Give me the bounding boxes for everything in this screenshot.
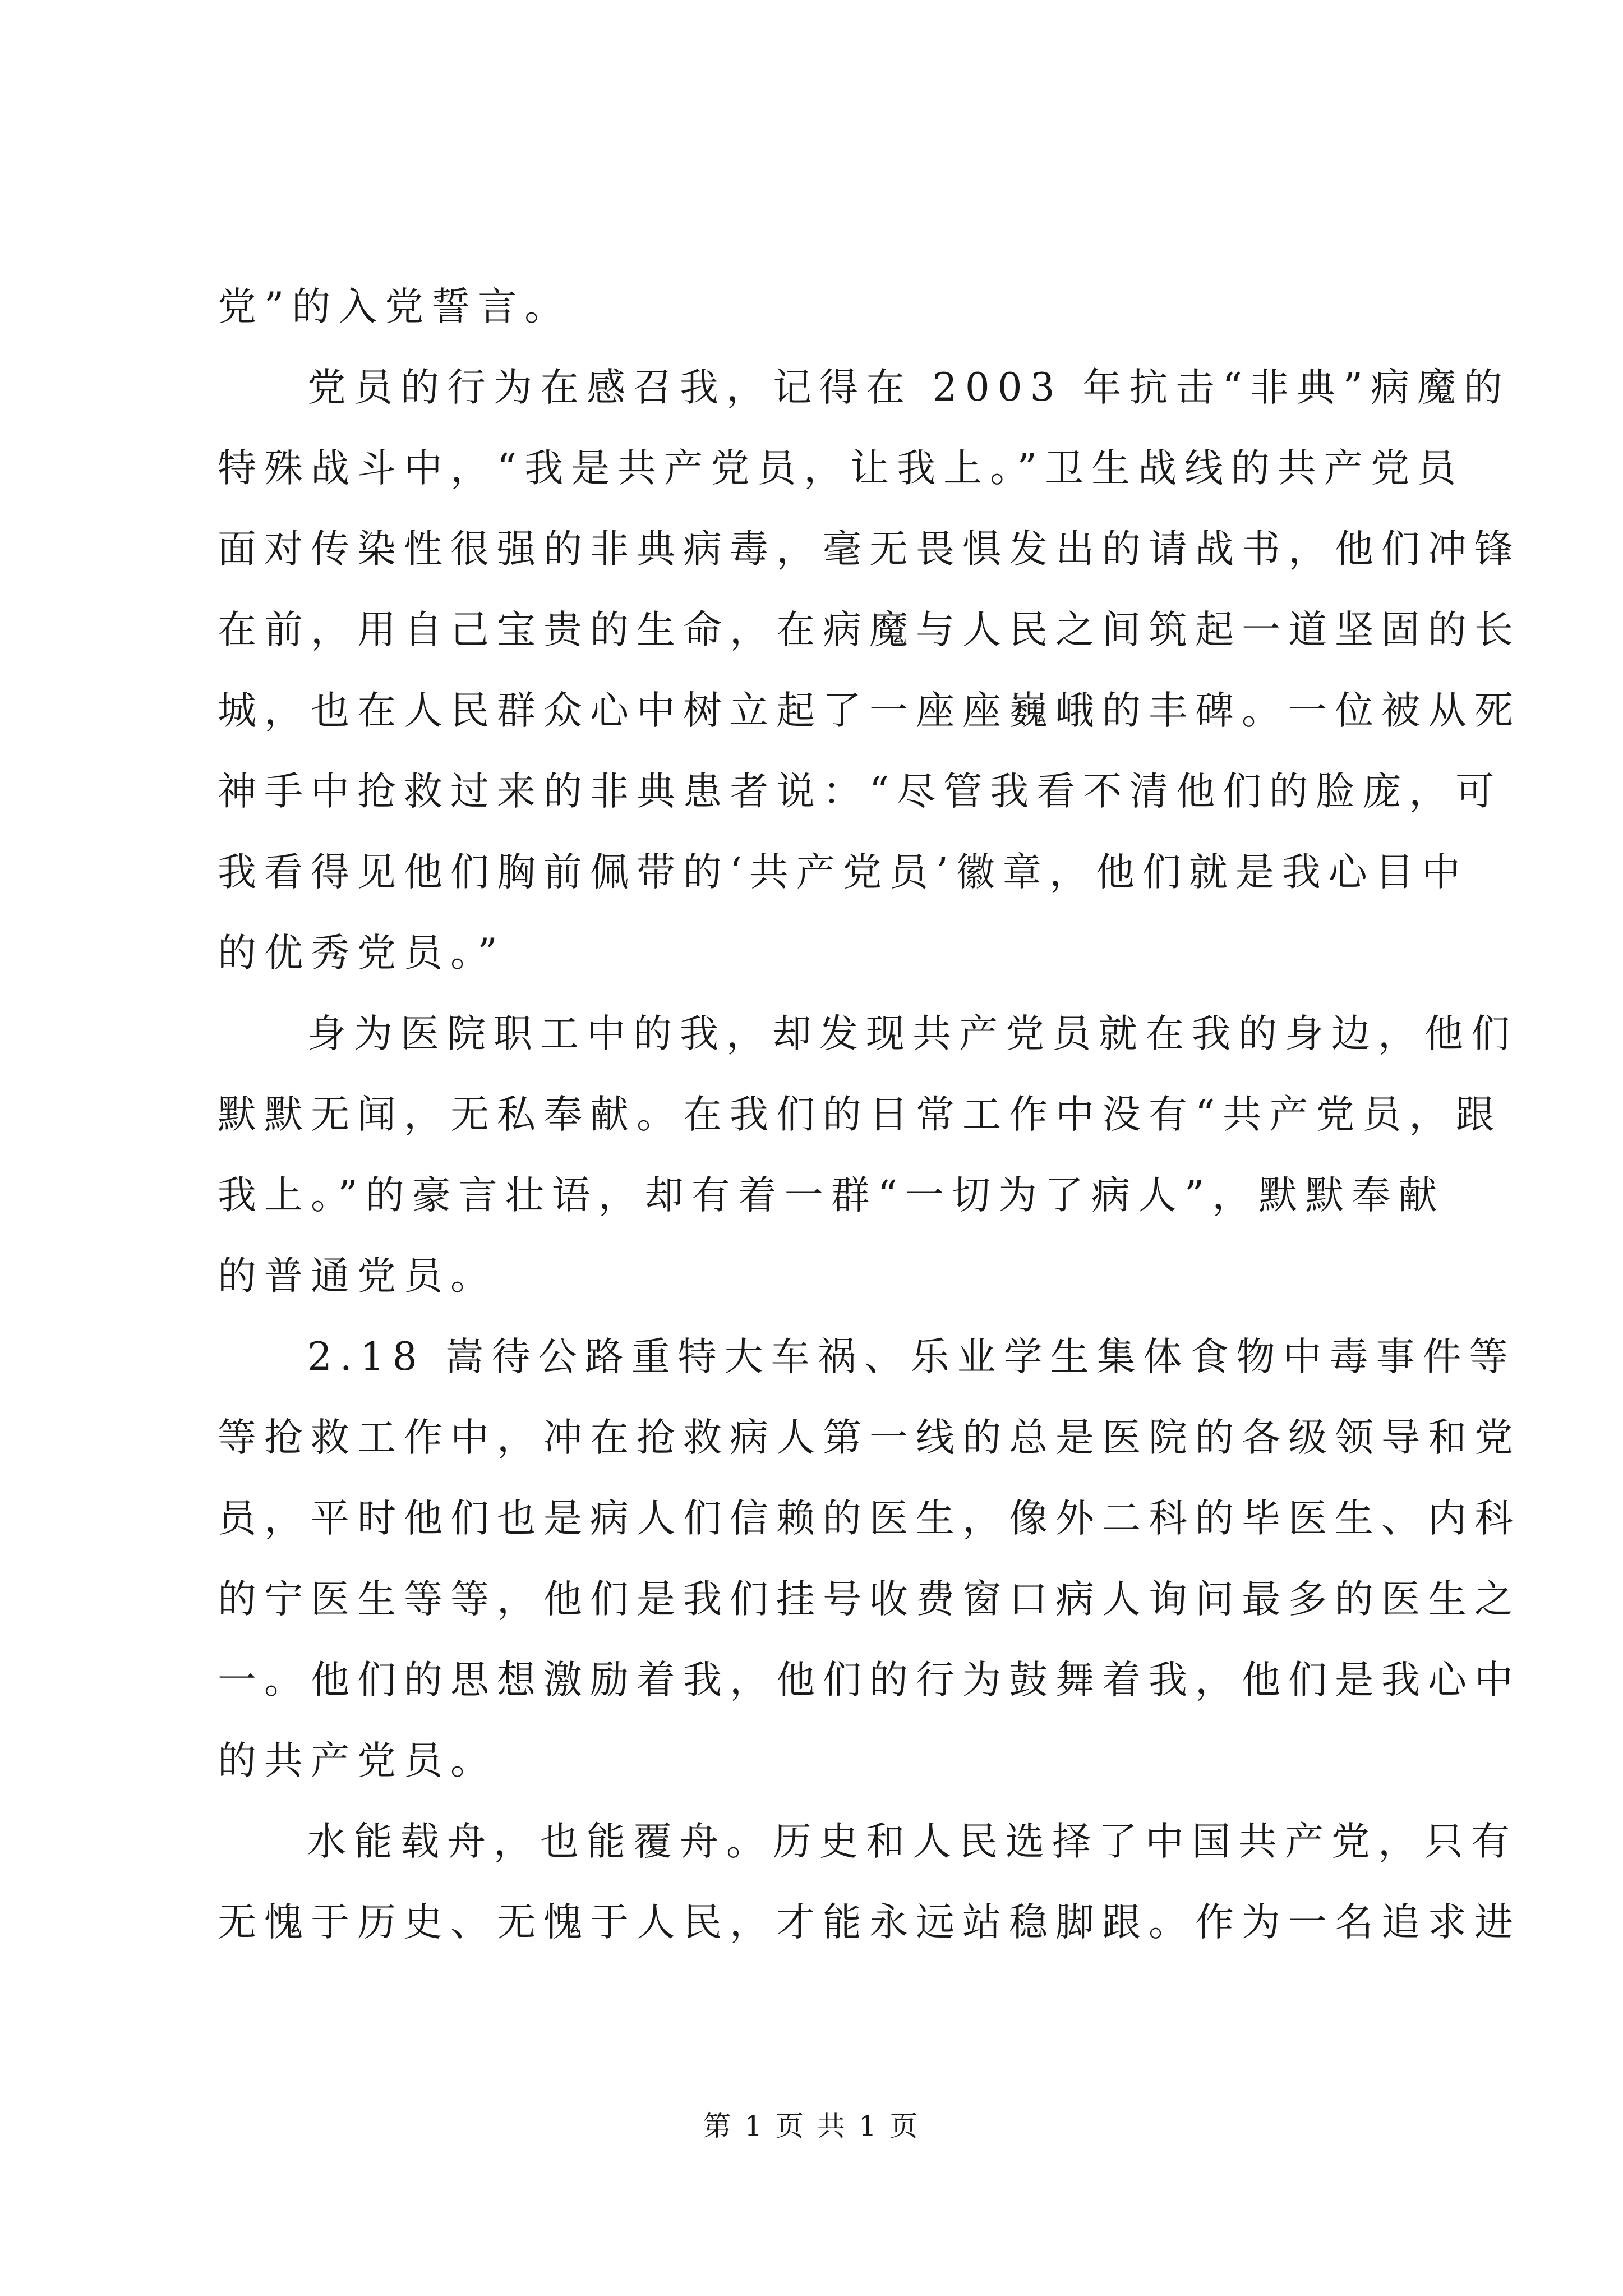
text-line: 的共产党员。	[218, 1738, 497, 1783]
text-line: 面对传染性很强的非典病毒，毫无畏惧发出的请战书，他们冲锋	[218, 527, 1521, 572]
text-line: 的宁医生等等，他们是我们挂号收费窗口病人询问最多的医生之	[218, 1577, 1521, 1622]
paragraph-start-line: 水能载舟，也能覆舟。历史和人民选择了中国共产党，只有	[307, 1819, 1518, 1864]
body-text	[218, 266, 1521, 1963]
page-number-footer: 第 1 页 共 1 页	[703, 2110, 920, 2142]
text-line: 我上。”的豪言壮语，却有着一群“一切为了病人”，默默奉献	[218, 1173, 1445, 1218]
text-line: 特殊战斗中，“我是共产党员，让我上。”卫生战线的共产党员	[218, 446, 1464, 491]
text-line: 城，也在人民群众心中树立起了一座座巍峨的丰碑。一位被从死	[218, 688, 1521, 733]
text-line: 神手中抢救过来的非典患者说：“尽管我看不清他们的脸庞，可	[218, 769, 1502, 814]
paragraph-start-line: 2.18 嵩待公路重特大车祸、乐业学生集体食物中毒事件等	[307, 1335, 1516, 1379]
paragraph-start-line: 身为医院职工中的我，却发现共产党员就在我的身边，他们	[307, 1011, 1518, 1056]
text-line: 党”的入党誓言。	[218, 284, 571, 329]
text-line: 我看得见他们胸前佩带的‘共产党员’徽章，他们就是我心目中	[218, 850, 1468, 895]
text-line: 的优秀党员。”	[218, 931, 505, 976]
text-line: 等抢救工作中，冲在抢救病人第一线的总是医院的各级领导和党	[218, 1415, 1521, 1460]
text-line: 员，平时他们也是病人们信赖的医生，像外二科的毕医生、内科	[218, 1496, 1521, 1541]
text-line: 的普通党员。	[218, 1254, 497, 1299]
text-line: 在前，用自己宝贵的生命，在病魔与人民之间筑起一道坚固的长	[218, 608, 1521, 652]
text-line: 无愧于历史、无愧于人民，才能永远站稳脚跟。作为一名追求进	[218, 1900, 1521, 1945]
text-line: 默默无闻，无私奉献。在我们的日常工作中没有“共产党员，跟	[218, 1092, 1502, 1137]
paragraph-start-line: 党员的行为在感召我，记得在 2003 年抗击“非典”病魔的	[307, 365, 1511, 410]
text-line: 一。他们的思想激励着我，他们的行为鼓舞着我，他们是我心中	[218, 1658, 1521, 1703]
